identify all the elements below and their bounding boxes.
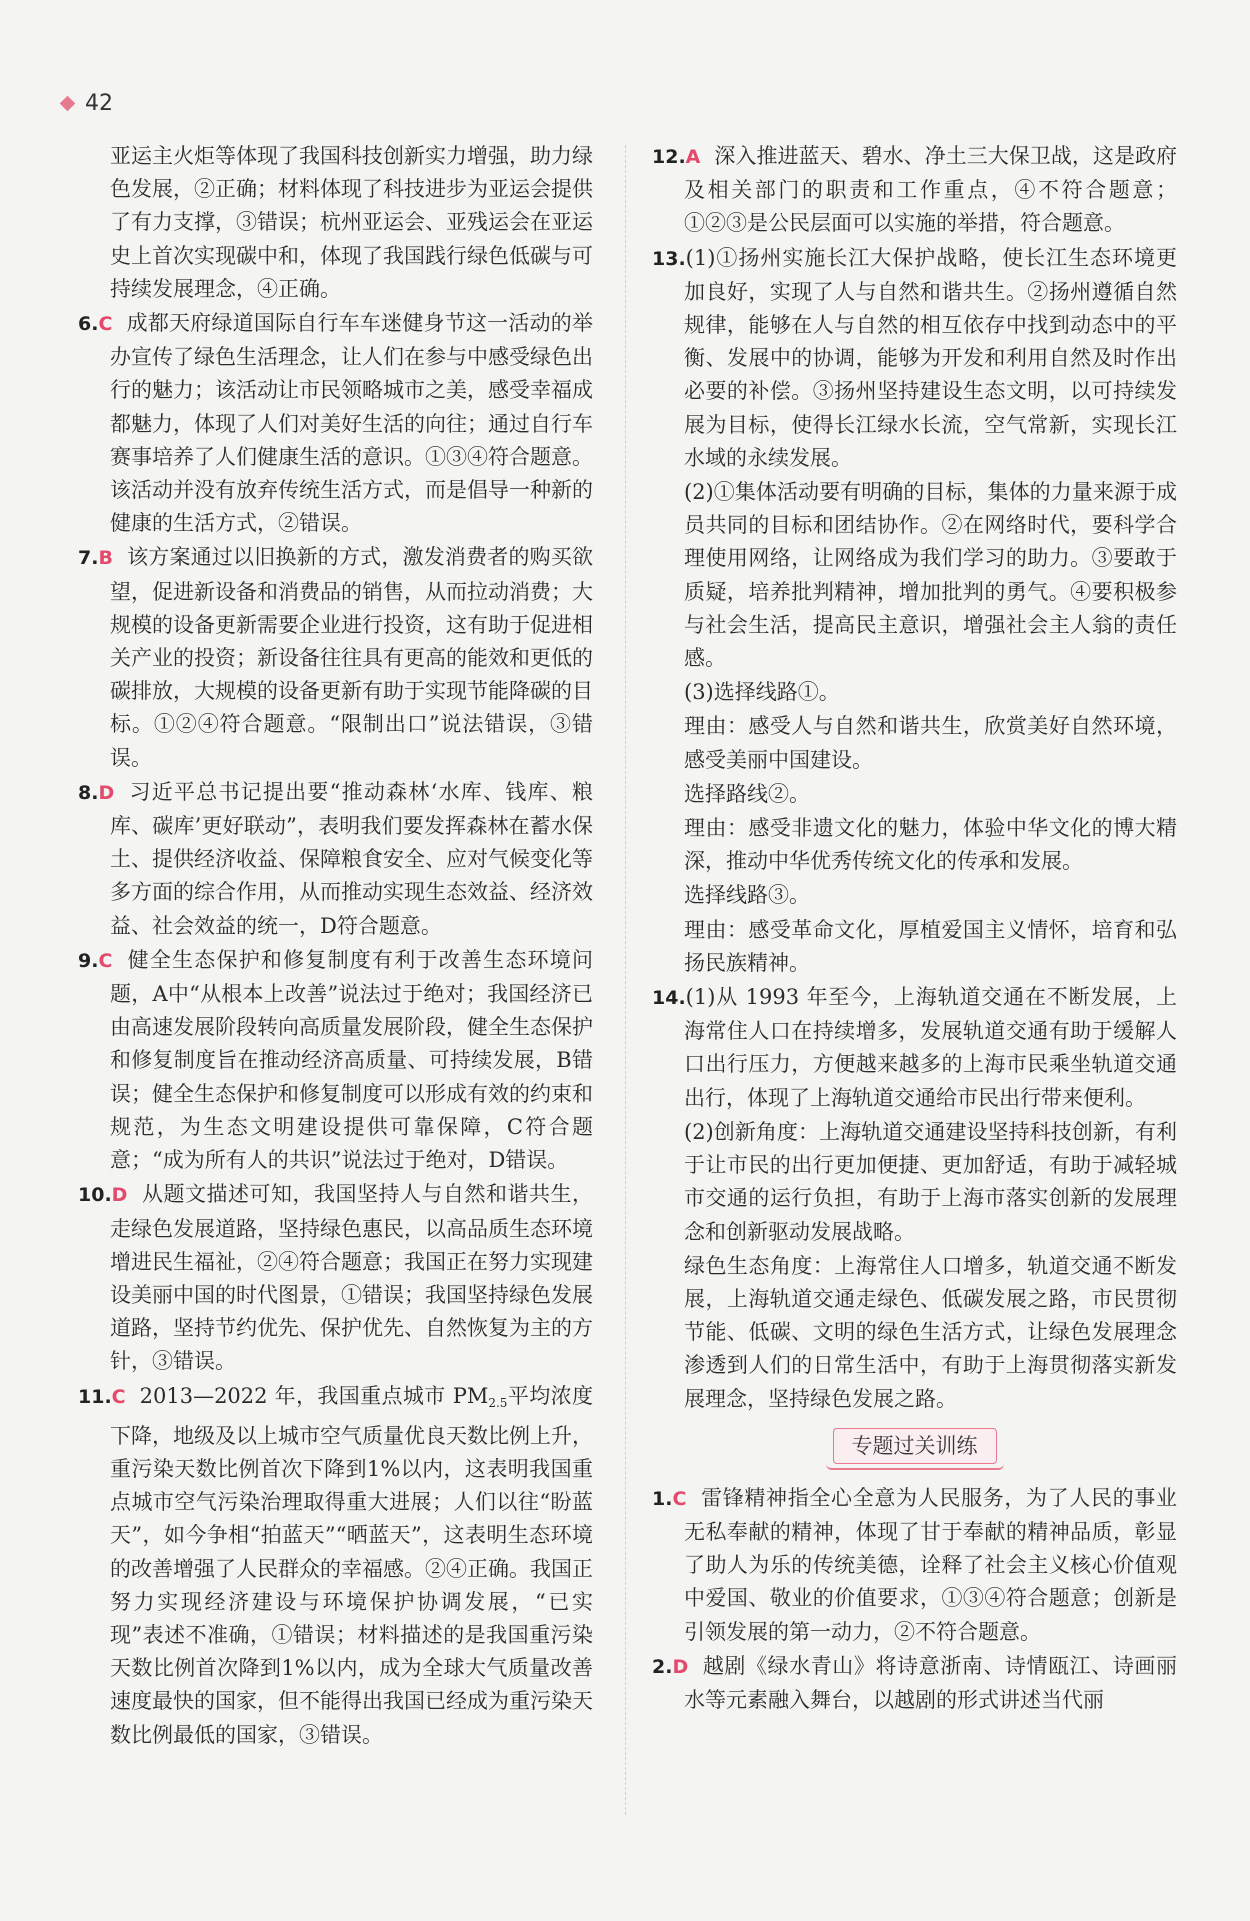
answer-13-route-2 bbox=[652, 778, 1177, 811]
answer-14-part-2 bbox=[652, 1116, 1177, 1249]
section-answer-2 bbox=[652, 1650, 1177, 1717]
answer-letter: C bbox=[672, 1487, 687, 1510]
question-number: 2. bbox=[652, 1655, 673, 1678]
answer-6 bbox=[78, 307, 593, 540]
answer-12 bbox=[652, 140, 1177, 241]
answer-text: (2)①集体活动要有明确的目标，集体的力量来源于成员共同的目标和团结协作。②在网络时代，要科学合理使用网络，让网络成为我们学习的助力。③要敢于质疑，培养批判精神，增加批判的勇气。④要积极参与社会生活，提高民主意识，增强社会主人翁的责任感。 bbox=[684, 480, 1177, 671]
answer-5-continued bbox=[78, 140, 593, 306]
answer-14-part-2-green bbox=[652, 1250, 1177, 1416]
answer-letter: C bbox=[98, 313, 113, 336]
answer-letter: D bbox=[98, 781, 115, 804]
answer-text: 健全生态保护和修复制度有利于改善生态环境问题，A中“从根本上改善”说法过于绝对；我国经济已由高速发展阶段转向高质量发展阶段，健全生态保护和修复制度旨在推动经济高质量、可持续发展，B错误；健全生态保护和修复制度可以形成有效的约束和规范，为生态文明建设提供可靠保障，C符合题意；“成为所有人的共识”说法过于绝对，D错误。 bbox=[110, 947, 593, 1173]
answer-13-part-2 bbox=[652, 476, 1177, 675]
answer-11 bbox=[78, 1380, 593, 1752]
page-header bbox=[62, 88, 113, 118]
question-number: 12. bbox=[652, 146, 686, 168]
section-answer-1 bbox=[652, 1482, 1177, 1649]
answer-text: 理由：感受革命文化，厚植爱国主义情怀，培育和弘扬民族精神。 bbox=[684, 917, 1177, 975]
answer-text: (1)从 1993 年至今，上海轨道交通在不断发展，上海常住人口在持续增多，发展轨道交通有助于缓解人口出行压力，方便越来越多的上海市民乘坐轨道交通出行，体现了上海轨道交通给市民出行带来便利。 bbox=[684, 985, 1177, 1110]
question-number: 13. bbox=[652, 247, 686, 270]
answer-13-part-3 bbox=[652, 676, 1177, 709]
answer-14 bbox=[652, 981, 1177, 1115]
question-number: 1. bbox=[652, 1487, 673, 1510]
answer-text: 理由：感受人与自然和谐共生，欣赏美好自然环境，感受美丽中国建设。 bbox=[684, 714, 1177, 772]
answer-text: 该方案通过以旧换新的方式，激发消费者的购买欲望，促进新设备和消费品的销售，从而拉动消费；大规模的设备更新需要企业进行投资，这有助于促进相关产业的投资；新设备往往具有更高的能效和更低的碳排放，大规模的设备更新有助于实现节能降碳的目标。①②④符合题意。“限制出口”说法错误，③错误。 bbox=[110, 545, 593, 770]
right-column bbox=[652, 140, 1177, 1718]
page-number: 42 bbox=[85, 90, 113, 116]
answer-letter: C bbox=[111, 1385, 126, 1408]
column-divider bbox=[625, 145, 626, 1815]
answer-text: 选择线路③。 bbox=[684, 883, 810, 908]
answer-letter: B bbox=[98, 547, 113, 570]
answer-13-reason-1 bbox=[652, 710, 1177, 776]
answer-text: 雷锋精神指全心全意为人民服务，为了人民的事业无私奉献的精神，体现了甘于奉献的精神品质，彰显了助人为乐的传统美德，诠释了社会主义核心价值观中爱国、敬业的价值要求，①③④符合题意；创新是引领发展的第一动力，②不符合题意。 bbox=[684, 1485, 1177, 1644]
answer-9 bbox=[78, 944, 593, 1177]
answer-13-reason-2 bbox=[652, 812, 1177, 878]
left-column bbox=[78, 140, 593, 1753]
answer-text: 2013—2022 年，我国重点城市 PM bbox=[139, 1383, 489, 1408]
answer-text: 理由：感受非遗文化的魅力，体验中华文化的博大精深，推动中华优秀传统文化的传承和发展。 bbox=[684, 816, 1177, 874]
answer-text: 从题文描述可知，我国坚持人与自然和谐共生，走绿色发展道路，坚持绿色惠民，以高品质生态环境增进民生福祉，②④符合题意；我国正在努力实现建设美丽中国的时代图景，①错误；我国坚持绿色发展道路，坚持节约优先、保护优先、自然恢复为主的方针，③错误。 bbox=[110, 1182, 593, 1374]
answer-13-route-3 bbox=[652, 879, 1177, 912]
question-number: 6. bbox=[78, 313, 99, 336]
answer-8 bbox=[78, 776, 593, 943]
answer-text: 成都天府绿道国际自行车车迷健身节这一活动的举办宣传了绿色生活理念，让人们在参与中感受绿色出行的魅力；该活动让市民领略城市之美，感受幸福成都魅力，体现了人们对美好生活的向往；通过自行车赛事培养了人们健康生活的意识。①③④符合题意。该活动并没有放弃传统生活方式，而是倡导一种新的健康的生活方式，②错误。 bbox=[110, 311, 593, 536]
answer-text: 亚运主火炬等体现了我国科技创新实力增强，助力绿色发展，②正确；材料体现了科技进步为亚运会提供了有力支撑，③错误；杭州亚运会、亚残运会在亚运史上首次实现碳中和，体现了我国践行绿色低碳与可持续发展理念，④正确。 bbox=[110, 144, 593, 301]
section-title: 专题过关训练 bbox=[833, 1428, 997, 1464]
answer-text: (1)①扬州实施长江大保护战略，使长江生态环境更加良好，实现了人与自然和谐共生。②扬州遵循自然规律，能够在人与自然的相互依存中找到动态中的平衡、发展中的协调，能够为开发和利用自然及时作出必要的补偿。③扬州坚持建设生态文明，以可持续发展为目标，使得长江绿水长流，空气常新，实现长江水域的永续发展。 bbox=[684, 245, 1177, 470]
diamond-icon bbox=[60, 95, 76, 111]
question-number: 14. bbox=[652, 987, 686, 1010]
question-number: 11. bbox=[78, 1385, 112, 1408]
answer-letter: C bbox=[98, 949, 113, 972]
question-number: 7. bbox=[78, 547, 99, 570]
question-number: 8. bbox=[78, 781, 99, 804]
question-number: 9. bbox=[78, 949, 99, 972]
answer-text: 绿色生态角度：上海常住人口增多，轨道交通不断发展，上海轨道交通走绿色、低碳发展之路，市民贯彻节能、低碳、文明的绿色生活方式，让绿色发展理念渗透到人们的日常生活中，有助于上海贯彻落实新发展理念，坚持绿色发展之路。 bbox=[684, 1253, 1177, 1411]
answer-13 bbox=[652, 242, 1177, 475]
pm-subscript: 2.5 bbox=[488, 1395, 508, 1410]
answer-10 bbox=[78, 1178, 593, 1378]
answer-7 bbox=[78, 541, 593, 774]
question-number: 10. bbox=[78, 1184, 112, 1207]
answer-text: (3)选择线路①。 bbox=[684, 680, 840, 705]
answer-text: (2)创新角度：上海轨道交通建设坚持科技创新，有利于让市民的出行更加便捷、更加舒适，有助于减轻城市交通的运行负担，有助于上海市落实创新的发展理念和创新驱动发展战略。 bbox=[684, 1119, 1177, 1244]
section-banner bbox=[652, 1428, 1177, 1464]
answer-text: 平均浓度下降，地级及以上城市空气质量优良天数比例上升，重污染天数比例首次下降到1%以内，这表明我国重点城市空气污染治理取得重大进展；人们以往“盼蓝天”，如今争相“拍蓝天”“晒蓝天”，这表明生态环境的改善增强了人民群众的幸福感。②④正确。我国正努力实现经济建设与环境保护协调发展，“已实现”表述不准确，①错误；材料描述的是我国重污染天数比例首次降到1%以内，成为全球大气质量改善速度最快的国家，但不能得出我国已经成为重污染天数比例最低的国家，③错误。 bbox=[110, 1383, 593, 1747]
answer-letter: A bbox=[685, 146, 701, 168]
answer-letter: D bbox=[111, 1184, 128, 1207]
answer-text: 深入推进蓝天、碧水、净土三大保卫战，这是政府及相关部门的职责和工作重点，④不符合题意；①②③是公民层面可以实施的举措，符合题意。 bbox=[684, 144, 1177, 236]
answer-letter: D bbox=[672, 1655, 689, 1678]
answer-text: 选择路线②。 bbox=[684, 781, 810, 806]
answer-text: 习近平总书记提出要“推动森林‘水库、钱库、粮库、碳库’更好联动”，表明我们要发挥森林在蓄水保土、提供经济收益、保障粮食安全、应对气候变化等多方面的综合作用，从而推动实现生态效益、经济效益、社会效益的统一，D符合题意。 bbox=[110, 779, 593, 938]
answer-text: 越剧《绿水青山》将诗意浙南、诗情瓯江、诗画丽水等元素融入舞台，以越剧的形式讲述当代丽 bbox=[684, 1653, 1177, 1712]
answer-13-reason-3 bbox=[652, 914, 1177, 980]
